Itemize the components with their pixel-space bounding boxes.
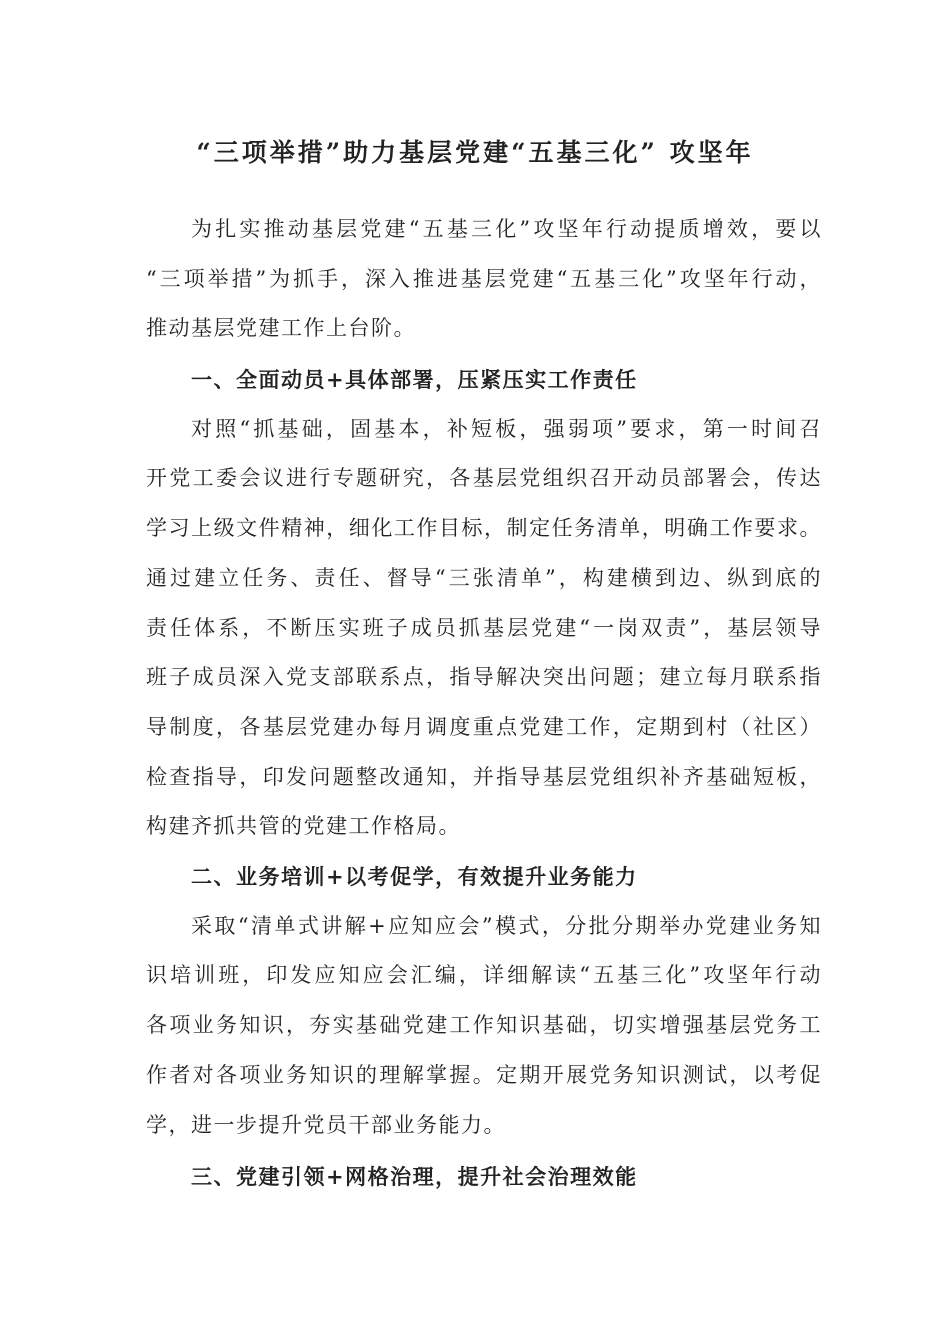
- section-3: [146, 1152, 822, 1202]
- section-2: [146, 852, 822, 1150]
- section-heading: 二、业务培训+以考促学，有效提升业务能力: [191, 864, 638, 889]
- paragraph-line: 学习上级文件精神，细化工作目标，制定任务清单，明确工作要求。: [146, 516, 822, 541]
- section-heading: 一、全面动员+具体部署，压紧压实工作责任: [191, 367, 638, 392]
- paragraph-line: 导制度，各基层党建办每月调度重点党建工作，定期到村（社区）: [146, 714, 822, 739]
- paragraph-line: 推动基层党建工作上台阶。: [146, 316, 416, 341]
- paragraph-line: 为扎实推动基层党建“五基三化”攻坚年行动提质增效，要以: [191, 217, 822, 241]
- paragraph-line: 开党工委会议进行专题研究，各基层党组织召开动员部署会，传达: [146, 466, 822, 491]
- paragraph-line: 作者对各项业务知识的理解掌握。定期开展党务知识测试，以考促: [146, 1062, 822, 1087]
- paragraph-line: 检查指导，印发问题整改通知，并指导基层党组织补齐基础短板，: [146, 764, 822, 789]
- section-heading: 三、党建引领+网格治理，提升社会治理效能: [191, 1164, 638, 1189]
- paragraph-line: 班子成员深入党支部联系点，指导解决突出问题；建立每月联系指: [146, 665, 822, 690]
- paragraph-line: 各项业务知识，夯实基础党建工作知识基础，切实增强基层党务工: [146, 1013, 822, 1038]
- paragraph-line: 责任体系，不断压实班子成员抓基层党建“一岗双责”，基层领导: [146, 615, 822, 640]
- paragraph-line: 构建齐抓共管的党建工作格局。: [146, 814, 461, 839]
- paragraph-line: 通过建立任务、责任、督导“三张清单”，构建横到边、纵到底的: [146, 565, 822, 590]
- paragraph-line: 学，进一步提升党员干部业务能力。: [146, 1112, 506, 1137]
- paragraph-line: 识培训班，印发应知应会汇编，详细解读“五基三化”攻坚年行动: [146, 963, 822, 988]
- paragraph-line: “三项举措”为抓手，深入推进基层党建“五基三化”攻坚年行动，: [146, 266, 822, 291]
- paragraph-line: 采取“清单式讲解+应知应会”模式，分批分期举办党建业务知: [191, 913, 822, 938]
- intro-paragraph: [146, 205, 822, 354]
- section-1: [146, 355, 822, 852]
- paragraph-line: 对照“抓基础，固基本，补短板，强弱项”要求，第一时间召: [191, 416, 822, 441]
- document-title: “三项举措”助力基层党建“五基三化” 攻坚年: [196, 138, 754, 167]
